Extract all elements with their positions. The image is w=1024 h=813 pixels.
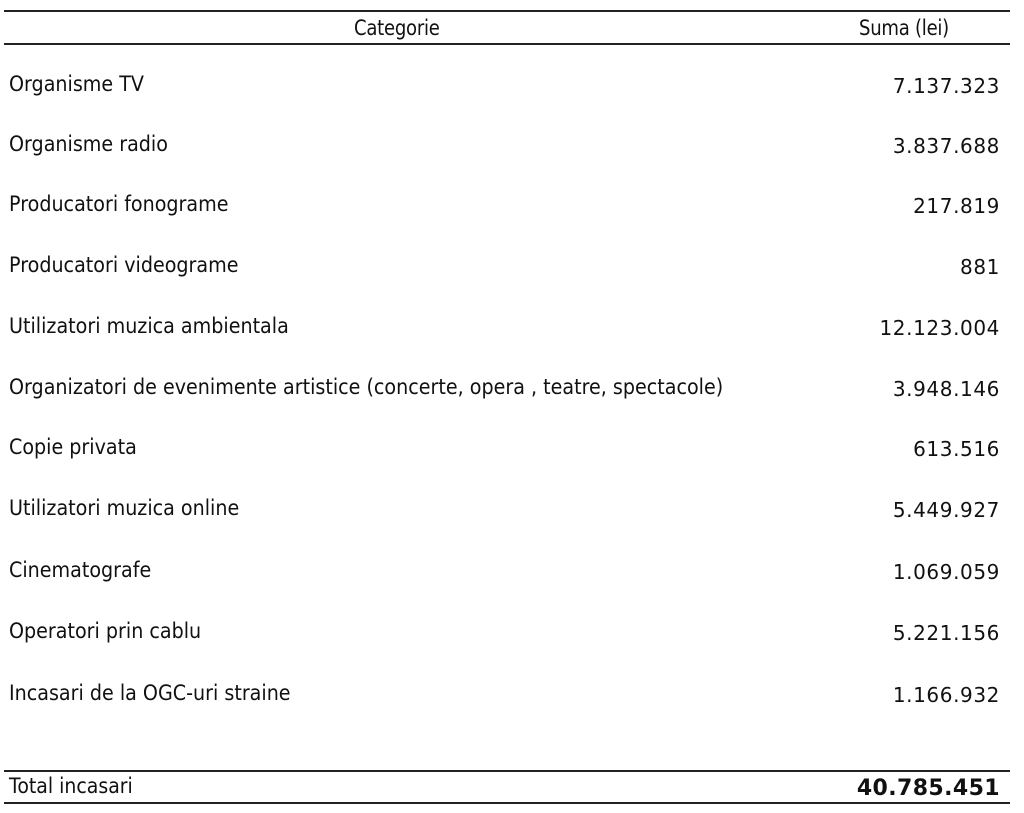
row-amount: 3.837.688 (892, 134, 1000, 158)
row-category: Cinematografe (9, 558, 152, 582)
table-row (4, 681, 1010, 711)
row-category: Operatori prin cablu (9, 619, 202, 643)
table-row (4, 192, 1010, 222)
row-amount: 217.819 (913, 194, 1000, 218)
table-row (4, 496, 1010, 526)
table-row (4, 132, 1010, 162)
row-category: Utilizatori muzica ambientala (9, 314, 289, 338)
row-category: Copie privata (9, 435, 137, 459)
row-amount: 1.166.932 (892, 683, 1000, 707)
total-label: Total incasari (9, 774, 133, 798)
row-amount: 12.123.004 (879, 316, 1000, 340)
row-category: Producatori videograme (9, 253, 239, 277)
row-amount: 7.137.323 (892, 74, 1000, 98)
table-row (4, 375, 1010, 405)
row-amount: 5.221.156 (892, 621, 1000, 645)
total-row (4, 770, 1010, 804)
table-row (4, 558, 1010, 588)
row-category: Organisme TV (9, 72, 144, 96)
row-amount: 1.069.059 (892, 560, 1000, 584)
table-row (4, 619, 1010, 649)
row-category: Utilizatori muzica online (9, 496, 240, 520)
row-category: Incasari de la OGC-uri straine (9, 681, 291, 705)
row-category: Organizatori de evenimente artistice (concerte, opera , teatre, spectacole) (9, 375, 724, 399)
table-header (4, 10, 1010, 45)
header-amount: Suma (lei) (859, 16, 949, 40)
table-row (4, 314, 1010, 344)
row-amount: 3.948.146 (892, 377, 1000, 401)
row-category: Organisme radio (9, 132, 168, 156)
table-row (4, 435, 1010, 465)
row-amount: 613.516 (913, 437, 1000, 461)
row-amount: 5.449.927 (892, 498, 1000, 522)
row-amount: 881 (960, 255, 1000, 279)
row-category: Producatori fonograme (9, 192, 229, 216)
table-row (4, 72, 1010, 102)
header-category: Categorie (354, 16, 440, 40)
total-amount: 40.785.451 (856, 776, 1000, 801)
table-row (4, 253, 1010, 283)
